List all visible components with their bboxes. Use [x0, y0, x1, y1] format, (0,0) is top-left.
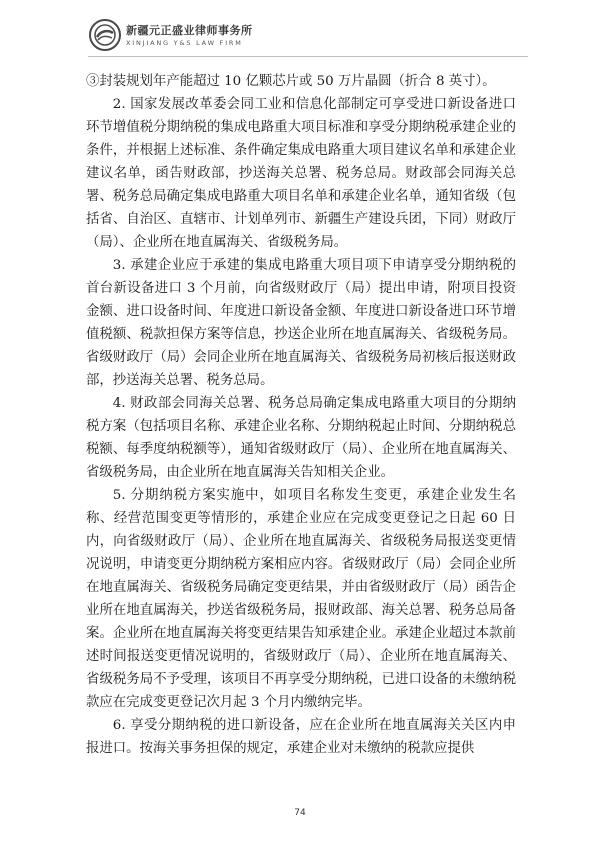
paragraph-6: 6. 享受分期纳税的进口新设备，应在企业所在地直属海关关区内申报进口。按海关事务担保的规定，承建企业对未缴纳的税款应提供	[86, 718, 516, 756]
firm-logo-icon	[88, 18, 122, 52]
paragraph-3: 3. 承建企业应于承建的集成电路重大项目项下申请享受分期纳税的首台新设备进口 3 个月前，向省级财政厅（局）提出申请，附项目投资金额、进口设备时间、年度进口新设备金额、年度进口新设备进口环节增值税额、税款担保方案等信息，抄送企业所在地直属海关、省级税务局。省级财政厅（局）会同企业所在地直属海关、省级税务局初核后报送财政部，抄送海关总署、税务总局。	[86, 258, 516, 388]
document-body	[86, 70, 516, 760]
page-header	[88, 18, 528, 58]
paragraph-4: 4. 财政部会同海关总署、税务总局确定集成电路重大项目的分期纳税方案（包括项目名称、承建企业名称、分期纳税起止时间、分期纳税总税额、每季度纳税额等），通知省级财政厅（局）、企业所在地直属海关、省级税务局，由企业所在地直属海关告知相关企业。	[86, 396, 516, 480]
firm-name-cn: 新疆元正盛业律师事务所	[126, 24, 253, 37]
paragraph-5: 5. 分期纳税方案实施中，如项目名称发生变更，承建企业发生名称、经营范围变更等情形的，承建企业应在完成变更登记之日起 60 日内，向省级财政厅（局）、企业所在地直属海关、省级税务局报送变更情况说明，申请变更分期纳税方案相应内容。省级财政厅（局）会同企业所在地直属海关、省级税务局确定变更结果，并由省级财政厅（局）函告企业所在地直属海关，抄送省级税务局，报财政部、海关总署、税务总局备案。企业所在地直属海关将变更结果告知承建企业。承建企业超过本款前述时间报送变更情况说明的，省级财政厅（局）、企业所在地直属海关、省级税务局不予受理，该项目不再享受分期纳税，已进口设备的未缴纳税款应在完成变更登记次月起 3 个月内缴纳完毕。	[86, 488, 516, 710]
paragraph-item-3-clause: ③封装规划年产能超过 10 亿颗芯片或 50 万片晶圆（折合 8 英寸）。	[86, 74, 496, 89]
page-number: 74	[294, 808, 306, 818]
header-rule	[88, 56, 528, 57]
paragraph-2: 2. 国家发展改革委会同工业和信息化部制定可享受进口新设备进口环节增值税分期纳税的集成电路重大项目标准和享受分期纳税承建企业的条件，并根据上述标准、条件确定集成电路重大项目建议名单和承建企业建议名单，函告财政部，抄送海关总署、税务总局。财政部会同海关总署、税务总局确定集成电路重大项目名单和承建企业名单，通知省级（包括省、自治区、直辖市、计划单列市、新疆生产建设兵团，下同）财政厅（局）、企业所在地直属海关、省级税务局。	[86, 97, 516, 250]
firm-name-en: XINJIANG Y&S LAW FIRM	[126, 39, 243, 47]
